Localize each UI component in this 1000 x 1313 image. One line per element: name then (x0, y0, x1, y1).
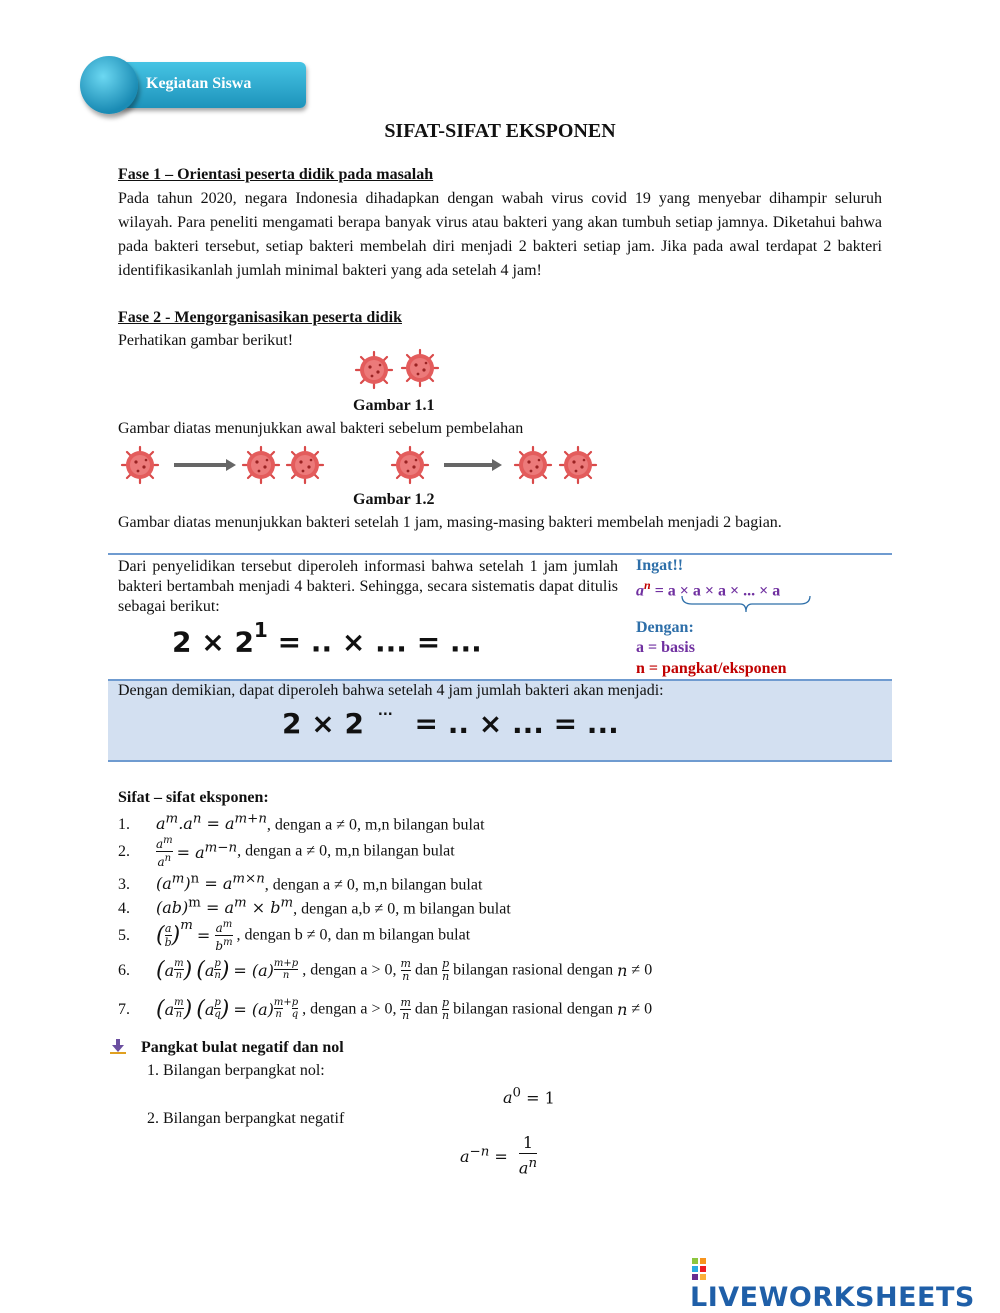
bacteria-division-image (118, 443, 608, 489)
liveworksheets-logo (690, 1256, 1000, 1313)
equation-1: $2 \times 2^1$ = .. × ... = ... (172, 618, 482, 659)
pangkat-item-1: 1. Bilangan berpangkat nol: (147, 1062, 325, 1079)
arrow-icon (174, 459, 236, 471)
property-3: 3. $(a^m)^n = a^{m\times n}$, dengan a ≠ 0, m,n bilangan bulat (118, 872, 483, 894)
figure-caption-1: Gambar 1.1 (353, 397, 435, 414)
property-2: 2. $\frac{a^m}{a^n}$ = $a^{m-n}$, dengan a ≠ 0, m,n bilangan bulat (118, 835, 455, 869)
sifat-heading: Sifat – sifat eksponen: (118, 789, 269, 806)
badge-label: Kegiatan Siswa (146, 75, 252, 92)
property-1: 1. $a^m.a^n = a^{m+n}$, dengan a ≠ 0, m,n bilangan bulat (118, 812, 485, 834)
page-title: SIFAT-SIFAT EKSPONEN (384, 120, 616, 142)
basis-definition: a = basis (636, 639, 695, 656)
figure-description-2: Gambar diatas menunjukkan bakteri setelah 1 jam, masing-masing bakteri membelah menjadi 2 bagian. (118, 514, 782, 531)
brace-icon (680, 594, 812, 616)
fase2-intro: Perhatikan gambar berikut! (118, 332, 294, 349)
bacteria-initial-image (350, 346, 450, 392)
badge-circle-icon (80, 56, 138, 114)
logo-icon (690, 1256, 716, 1282)
figure-description-1: Gambar diatas menunjukkan awal bakteri sebelum pembelahan (118, 420, 524, 437)
property-6: 6. (a $\frac{m}{n}$ ) (a $\frac{p}{n}$ ) = (a) $\frac{m+p}{n}$ , dengan a > 0, $\frac{m}{n}$ dan $\frac{p}{n}$ bilangan rasional dengan n ≠ 0 (118, 957, 653, 983)
property-5: 5. ( $\frac{a}{b}$ )$^m$ = $\frac{a^m}{b^m}$ , dengan b ≠ 0, dan m bilangan bulat (118, 918, 471, 953)
zero-power-equation: $a^0 = 1$ (503, 1086, 555, 1108)
ingat-formula: $a^n = a \times a \times a$ × ... × a (636, 578, 781, 600)
property-4: 4. $(ab)^m = a^m \times b^m$, dengan a,b ≠ 0, m bilangan bulat (118, 896, 511, 918)
fase1-text: Pada tahun 2020, negara Indonesia dihadapkan dengan wabah virus covid 19 yang menyebar dihampir seluruh wilayah. Para peneliti mengamati berapa banyak virus atau bakteri yang akan tumbuh setiap jamnya. Diketahui bahwa pada bakteri tersebut, setiap bakteri membelah diri menjadi 2 bakteri setiap jam. Jika pada awal terdapat 2 bakteri identifikasikanlah jumlah minimal bakteri yang ada setelah 4 jam! (118, 190, 882, 279)
property-7: 7. (a $\frac{m}{n}$ ) (a $\frac{p}{q}$ ) = (a) $\frac{m}{n}$ + $\frac{p}{q}$ , dengan a > 0, $\frac{m}{n}$ dan $\frac{p}{n}$ bilangan rasional dengan n ≠ 0 (118, 996, 653, 1022)
observation-text: Dari penyelidikan tersebut diperoleh informasi bahwa setelah 1 jam jumlah bakteri bertambah menjadi 4 bakteri. Sehingga, secara sistematis dapat ditulis sebagai berikut: (118, 558, 618, 615)
negative-power-equation: $a^{-n}$ = $\frac{1}{a^n}$ (460, 1133, 538, 1178)
ingat-title: Ingat!! (636, 557, 684, 574)
exponent-definition: n = pangkat/eksponen (636, 660, 787, 677)
fase2-heading: Fase 2 - Mengorganisasikan peserta didik (118, 309, 403, 326)
logo-text: LIVEWORKSHEETS (690, 1282, 975, 1313)
fase1-heading: Fase 1 – Orientasi peserta didik pada masalah (118, 166, 434, 183)
bullet-arrow-icon (110, 1039, 128, 1055)
pangkat-heading: Pangkat bulat negatif dan nol (141, 1039, 344, 1056)
dengan-label: Dengan: (636, 619, 694, 636)
pangkat-item-2: 2. Bilangan berpangkat negatif (147, 1110, 345, 1127)
equation-2: 2 × 2 ... = .. × ... = ... (282, 703, 619, 740)
figure-caption-2: Gambar 1.2 (353, 491, 435, 508)
arrow-icon (444, 459, 502, 471)
conclusion-text: Dengan demikian, dapat diperoleh bahwa setelah 4 jam jumlah bakteri akan menjadi: (118, 682, 664, 699)
